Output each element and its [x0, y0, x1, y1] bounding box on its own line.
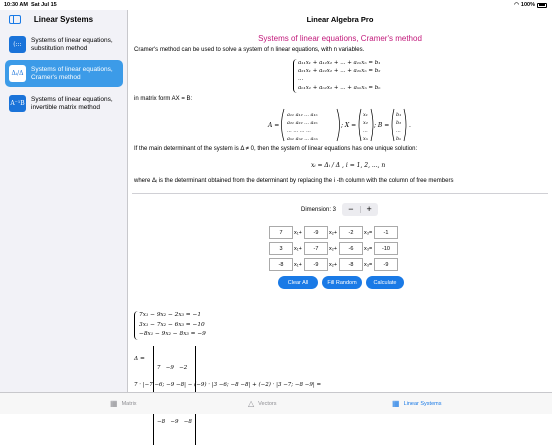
free-term-input[interactable]: -1	[374, 226, 398, 239]
coefficient-input[interactable]: -9	[304, 226, 328, 239]
sidebar-item-substitution[interactable]	[5, 31, 123, 58]
coefficient-input[interactable]: -9	[304, 258, 328, 271]
dimension-label: Dimension: 3	[301, 207, 337, 213]
coefficient-matrix	[269, 226, 398, 274]
matrix-form-label: in matrix form AX = B:	[134, 96, 193, 102]
variable-label: x₃=	[364, 245, 373, 252]
calculate-button[interactable]: Calculate	[366, 276, 404, 289]
sidebar-header	[0, 10, 127, 30]
sidebar-item-label: Systems of linear equations, invertible matrix method	[31, 96, 113, 111]
coefficient-input[interactable]: -8	[339, 258, 363, 271]
status-right	[514, 2, 547, 8]
variable-label: x₁+	[294, 261, 302, 268]
variable-label: x₁+	[294, 245, 302, 252]
sidebar-item-label: Systems of linear equations, substitution method	[31, 37, 113, 52]
decrement-button[interactable]: −	[348, 204, 354, 214]
svg-text:a₂₁ a₂₂ ... a₂ₙ: a₂₁ a₂₂ ... a₂ₙ	[287, 120, 318, 126]
svg-text:...: ...	[363, 128, 368, 134]
tab-vectors[interactable]: △ Vectors	[248, 399, 277, 408]
linear-systems-icon: ▦	[392, 399, 400, 408]
solution-system: 7x₁ − 9x₂ − 2x₃ = −1 3x₁ − 7x₂ − 6x₃ = −10 −8x₁ − 9x₂ − 8x₃ = −9	[134, 311, 206, 340]
fill-random-button[interactable]: Fill Random	[322, 276, 362, 289]
svg-text:xₙ: xₙ	[363, 136, 368, 142]
svg-text:x₂: x₂	[363, 120, 368, 126]
delta-determinant: 7 −9 −2 −8 −9 −8	[153, 346, 196, 445]
svg-text:; B =: ; B =	[374, 122, 390, 129]
variable-label: x₂+	[329, 229, 338, 236]
variable-label: x₃=	[364, 229, 373, 236]
cramer-formula: xᵢ = Δᵢ / Δ , i = 1, 2, ..., n	[311, 162, 386, 169]
status-bar	[0, 0, 552, 10]
general-system: a₁₁x₁ + a₁₂x₂ + ... + a₁ₙxₙ = b₁ a₂₁x₁ + a₂₂x₂ + ... + a₂ₙxₙ = b₂ ... aₙ₁x₁ + aₙ₂x₂ + ... + aₙₙxₙ = bₙ	[293, 59, 393, 93]
svg-text:aₙ₁ aₙ₂ ... aₙₙ: aₙ₁ aₙ₂ ... aₙₙ	[287, 136, 318, 142]
wifi-icon: ◠	[514, 2, 519, 8]
determinant-text: If the main determinant of the system is Δ ≠ 0, then the system of linear equations has one unique solution:	[134, 146, 418, 152]
svg-text:... ... ... ...: ... ... ... ...	[287, 128, 311, 134]
dimension-stepper[interactable]	[342, 203, 378, 216]
coefficient-input[interactable]: 7	[269, 226, 293, 239]
triangle-vectors-icon: △	[248, 399, 255, 408]
cramer-icon: Δᵢ/Δ	[9, 65, 26, 82]
sidebar-item-invertible-matrix[interactable]	[5, 90, 123, 117]
section-title: Systems of linear equations, Cramer's method	[258, 34, 422, 43]
coefficient-input[interactable]: -7	[304, 242, 328, 255]
where-text: where Δᵢ is the determinant obtained from the determinant by replacing the i -th column with the column of free members	[134, 178, 454, 184]
sidebar-item-cramer[interactable]	[5, 60, 123, 87]
increment-button[interactable]: +	[366, 204, 372, 214]
svg-text:bₙ: bₙ	[396, 136, 402, 142]
svg-text:; X =: ; X =	[341, 122, 357, 129]
free-term-input[interactable]: -10	[374, 242, 398, 255]
navigation-header	[128, 10, 552, 30]
tab-matrix[interactable]: ▦ Matrix	[110, 399, 137, 408]
coefficient-input[interactable]: 3	[269, 242, 293, 255]
variable-label: x₂+	[329, 245, 338, 252]
clear-all-button[interactable]: Clear All	[278, 276, 318, 289]
free-term-input[interactable]: -9	[374, 258, 398, 271]
coefficient-input[interactable]: -2	[339, 226, 363, 239]
grid-icon: ▦	[110, 399, 118, 408]
divider	[132, 193, 548, 194]
coefficient-input[interactable]: -6	[339, 242, 363, 255]
svg-text:b₁: b₁	[396, 112, 402, 118]
battery-percent: 100%	[520, 2, 535, 8]
determinant-expansion: 7 · |−7 −6; −9 −8| − (−9) · |3 −6; −8 −8| + (−2) · |3 −7; −8 −9| =	[134, 382, 322, 388]
tab-linear-systems[interactable]: ▦ Linear Systems	[392, 399, 442, 408]
variable-label: x₁+	[294, 229, 302, 236]
tab-bar	[0, 392, 552, 414]
delta-label: Δ =	[134, 356, 145, 362]
matrix-row	[269, 258, 398, 271]
matrix-equation	[267, 107, 415, 143]
svg-text:.: .	[409, 122, 411, 129]
substitution-icon: (:::	[9, 36, 26, 53]
battery-icon	[537, 3, 547, 8]
svg-text:...: ...	[396, 128, 401, 134]
coefficient-input[interactable]: -8	[269, 258, 293, 271]
variable-label: x₂+	[329, 261, 338, 268]
matrix-row	[269, 242, 398, 255]
variable-label: x₃=	[364, 261, 373, 268]
sidebar-title: Linear Systems	[33, 15, 94, 24]
sidebar	[0, 10, 128, 392]
svg-text:a₁₁ a₁₂ ... a₁ₙ: a₁₁ a₁₂ ... a₁ₙ	[287, 112, 318, 118]
svg-text:x₁: x₁	[363, 112, 368, 118]
inverse-matrix-icon: A⁻¹B	[9, 95, 26, 112]
svg-text:A =: A =	[268, 122, 280, 129]
svg-text:b₂: b₂	[396, 120, 402, 126]
app-title: Linear Algebra Pro	[306, 15, 374, 24]
matrix-row	[269, 226, 398, 239]
sidebar-item-label: Systems of linear equations, Cramer's method	[31, 66, 113, 81]
status-time-date: 10:30 AM Sat Jul 15	[4, 2, 57, 8]
intro-text: Cramer's method can be used to solve a system of n linear equations, with n variables.	[134, 47, 365, 53]
